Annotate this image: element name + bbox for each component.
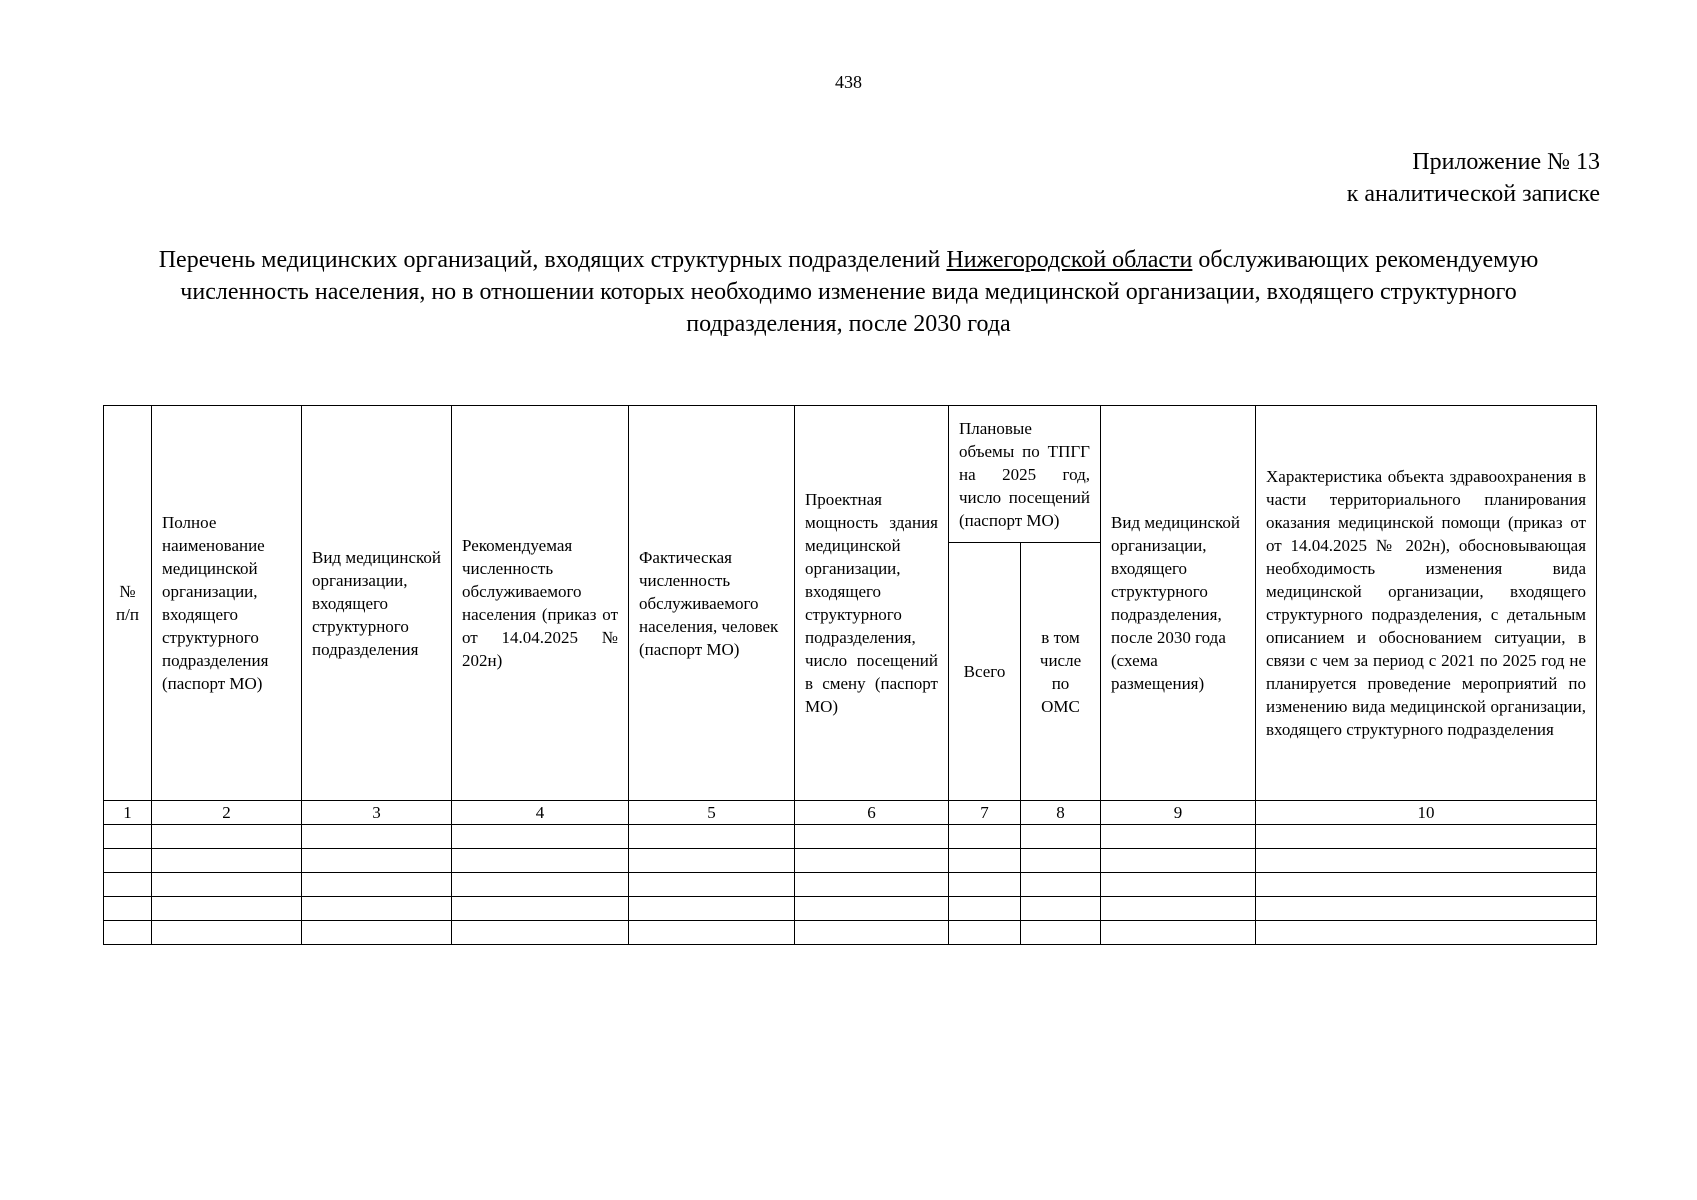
- table-cell: [949, 849, 1021, 873]
- table-cell: [302, 873, 452, 897]
- table-cell: [104, 849, 152, 873]
- header-org-type: Вид медицинской организации, входящего структурного подразделения: [302, 406, 452, 801]
- table-cell: [302, 825, 452, 849]
- table-cell: [795, 897, 949, 921]
- table-cell: [152, 897, 302, 921]
- title-region: Нижегородской области: [946, 247, 1193, 273]
- header-actual-population: Фактическая численность обслуживаемого населения, человек (паспорт МО): [629, 406, 795, 801]
- table-cell: [1021, 873, 1101, 897]
- table-cell: [1256, 897, 1597, 921]
- document-title: [110, 244, 1587, 340]
- table-cell: [302, 849, 452, 873]
- table-cell: [1256, 873, 1597, 897]
- table-cell: [1021, 897, 1101, 921]
- table-cell: [949, 825, 1021, 849]
- table-cell: [152, 849, 302, 873]
- table-cell: [152, 921, 302, 945]
- title-part-1: Перечень медицинских организаций, входящих структурных подразделений: [158, 247, 947, 273]
- table-cell: [452, 921, 629, 945]
- table-cell: [452, 849, 629, 873]
- table-cell: [1021, 849, 1101, 873]
- table-cell: [1021, 825, 1101, 849]
- table-cell: [1021, 921, 1101, 945]
- table-cell: [629, 873, 795, 897]
- table-cell: [302, 921, 452, 945]
- table-cell: [452, 897, 629, 921]
- table-body-empty-rows: [104, 825, 1597, 945]
- table-cell: [104, 825, 152, 849]
- table-cell: [1101, 825, 1256, 849]
- header-oms-visits: в том числе по ОМС: [1021, 543, 1101, 801]
- header-facility-characteristics: Характеристика объекта здравоохранения в части территориального планирования оказания медицинской помощи (приказ от от 14.04.2025 № 202н), обосновывающая необходимость изменения вида медицинской организации, входящего структурного подразделения, с детальным описанием и обоснованием ситуации, в связи с чем за период с 2021 по 2025 год не планируется проведение мероприятий по изменению вида медицинской организации, входящего структурного подразделения: [1256, 406, 1597, 801]
- column-numbers-row: [104, 801, 1597, 825]
- column-number: 5: [629, 801, 795, 825]
- header-design-capacity: Проектная мощность здания медицинской организации, входящего структурного подразделения, число посещений в смену (паспорт МО): [795, 406, 949, 801]
- table-cell: [795, 921, 949, 945]
- appendix-line-1: Приложение № 13: [1412, 149, 1600, 175]
- header-row-number: № п/п: [104, 406, 152, 801]
- table-cell: [1101, 897, 1256, 921]
- column-number: 3: [302, 801, 452, 825]
- table-cell: [104, 897, 152, 921]
- table-cell: [629, 825, 795, 849]
- table-row: [104, 873, 1597, 897]
- table-row: [104, 825, 1597, 849]
- table-cell: [949, 921, 1021, 945]
- table-cell: [1256, 825, 1597, 849]
- header-recommended-population: Рекомендуемая численность обслуживаемого населения (приказ от от 14.04.2025 № 202н): [452, 406, 629, 801]
- table-cell: [1256, 849, 1597, 873]
- table-cell: [949, 873, 1021, 897]
- column-number: 9: [1101, 801, 1256, 825]
- appendix-caption: [1347, 146, 1600, 210]
- column-number: 7: [949, 801, 1021, 825]
- header-org-full-name: Полное наименование медицинской организации, входящего структурного подразделения (паспорт МО): [152, 406, 302, 801]
- table-cell: [629, 897, 795, 921]
- table-cell: [1101, 873, 1256, 897]
- table-cell: [152, 873, 302, 897]
- table-cell: [104, 873, 152, 897]
- appendix-line-2: к аналитической записке: [1346, 181, 1600, 207]
- table-cell: [1256, 921, 1597, 945]
- table-cell: [302, 897, 452, 921]
- table-cell: [949, 897, 1021, 921]
- table-cell: [795, 825, 949, 849]
- table-row: [104, 849, 1597, 873]
- table-cell: [629, 849, 795, 873]
- table-cell: [795, 873, 949, 897]
- table-row: [104, 897, 1597, 921]
- table-cell: [1101, 921, 1256, 945]
- table-cell: [152, 825, 302, 849]
- table-cell: [104, 921, 152, 945]
- column-number: 2: [152, 801, 302, 825]
- table-cell: [795, 849, 949, 873]
- page-number: 438: [835, 72, 862, 92]
- header-total-visits: Всего: [949, 543, 1021, 801]
- table-cell: [452, 873, 629, 897]
- column-number: 10: [1256, 801, 1597, 825]
- column-number: 6: [795, 801, 949, 825]
- column-number: 8: [1021, 801, 1101, 825]
- table-cell: [629, 921, 795, 945]
- table-row: [104, 921, 1597, 945]
- table-cell: [452, 825, 629, 849]
- table-cell: [1101, 849, 1256, 873]
- column-number: 4: [452, 801, 629, 825]
- header-org-type-after-2030: Вид медицинской организации, входящего структурного подразделения, после 2030 года (схема размещения): [1101, 406, 1256, 801]
- column-number: 1: [104, 801, 152, 825]
- organizations-table: [103, 405, 1597, 945]
- title-part-2: обслуживающих рекомендуемую численность населения, но в отношении которых необходимо изменение вида медицинской организации, входящего структурного подразделения, после 2030 года: [180, 247, 1539, 337]
- header-planned-volumes: Плановые объемы по ТПГГ на 2025 год, число посещений (паспорт МО): [949, 406, 1101, 543]
